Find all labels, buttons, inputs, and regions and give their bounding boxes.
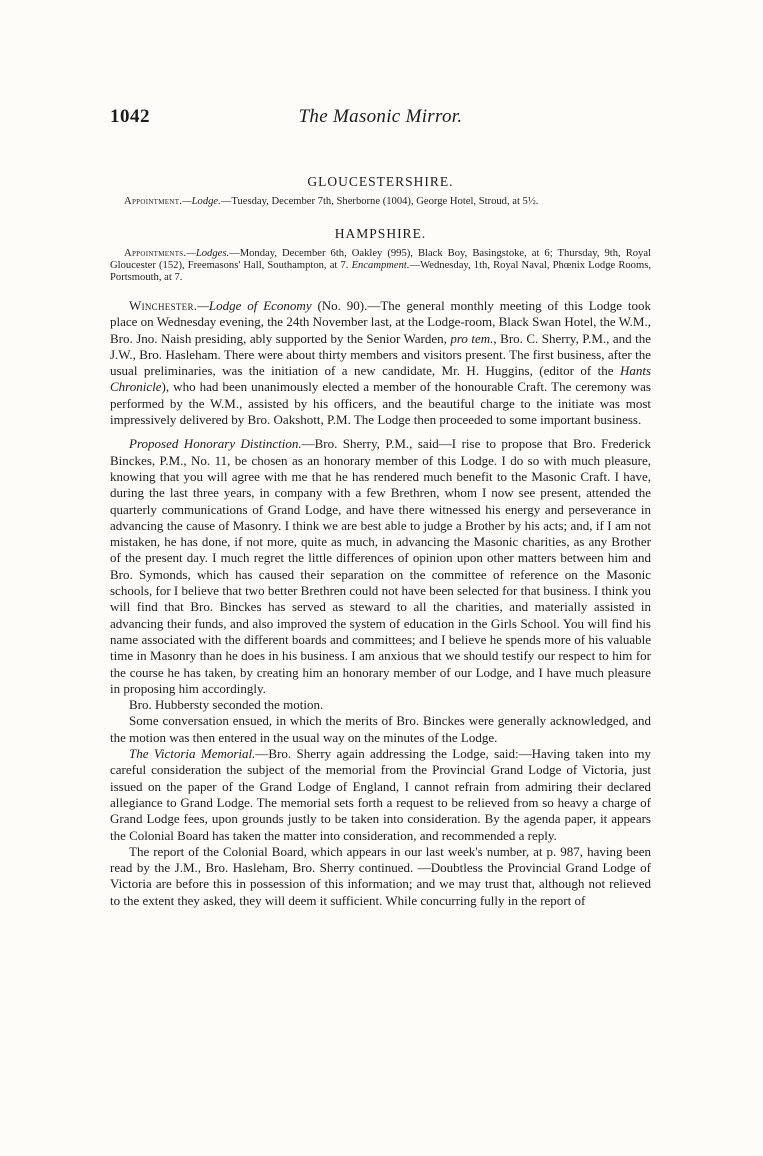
- gloucestershire-appointment: [110, 196, 651, 208]
- appointments-lodges-label: —Lodges.: [186, 248, 230, 259]
- hants-chronicle: Hants Chronicle: [110, 363, 651, 395]
- appointments-lead: Appointments.: [124, 248, 187, 259]
- paragraph-victoria-memorial: [110, 746, 651, 844]
- page-number: 1042: [110, 106, 150, 127]
- appointment-text: —Tuesday, December 7th, Sherborne (1004), George Hotel, Stroud, at 5½.: [220, 196, 539, 207]
- winchester-text-c: ), who had been unanimously elected a member of the honourable Craft. The ceremony was performed by the W.M., assisted by his officers, and the beautiful charge to the initiate was most impressively delivered by Bro. Oakshott, P.M. The Lodge then proceeded to some important business.: [110, 379, 651, 428]
- winchester-lead: Winchester.: [129, 298, 198, 313]
- appointment-lodge-label: —Lodge.: [182, 196, 221, 207]
- section-heading-hampshire: HAMPSHIRE.: [334, 226, 427, 241]
- paragraph-honorary-distinction: [110, 436, 651, 697]
- winchester-text-a: (No. 90).—The general monthly meeting of this Lodge took place on Wednesday evening, the 24th November last, at the Lodge-room, Black Swan Hotel, the W.M., Bro. Jno. Naish presiding, ably supported by the Senior Warden,: [110, 298, 651, 346]
- victoria-memorial-lead: The Victoria Memorial.: [129, 746, 256, 762]
- appointments-text: —Monday, December 6th, Oakley (995), Black Boy, Basingstoke, at 6; Thursday, 9th, Royal Gloucester (152), Freemasons' Hall, Southampton, at 7.: [110, 248, 651, 271]
- lodge-of-economy: —Lodge of Economy: [197, 298, 312, 313]
- victoria-memorial-text: —Bro. Sherry again addressing the Lodge, said:—Having taken into my careful consideration the subject of the memorial from the Provincial Grand Lodge of Victoria, just issued on the paper of the Grand Lodge of England, I cannot refrain from admiring their declared allegiance to Grand Lodge. The memorial sets forth a request to be relieved from so heavy a charge of Grand Lodge fees, upon grounds justly to be taken into consideration. By the agenda paper, it appears the Colonial Board has taken the matter into consideration, and recommended a reply.: [110, 746, 652, 843]
- page-body: [110, 174, 651, 909]
- section-heading-gloucestershire: GLOUCESTERSHIRE.: [307, 174, 454, 189]
- appointments-text-2: —Wednesday, 1th, Royal Naval, Phœnix Lodge Rooms, Portsmouth, at 7.: [110, 260, 651, 283]
- honorary-distinction-text: —Bro. Sherry, P.M., said—I rise to propose that Bro. Frederick Binckes, P.M., No. 11, be chosen as an honorary member of this Lodge. I do so with much pleasure, knowing that you will agree with me that he has rendered much benefit to the Masonic Craft. I have, during the last three years, in company with a few Brethren, whom I now see present, attended the quarterly communications of Grand Lodge, and have there witnessed his energy and perseverance in advancing the cause of Masonry. I think we are best able to judge a Brother by his acts; and, if I am not mistaken, he has done, if not more, quite as much, in advancing the Masonic charities, as any Brother of the present day. I much regret the little differences of opinion upon other matters between him and Bro. Symonds, which has caused their separation on the committee of reference on the Masonic schools, for I believe that two better Brethren could not have been selected for that business. I think you will find that Bro. Binckes has served as steward to all the charities, and materially assisted in advancing their funds, and also improved the system of education in the Girls School. You will find his name associated with the different boards and committees; and I believe he spends more of his valuable time in Masonry than he does in his business. I am anxious that we should testify our respect to him for the course he has taken, by creating him an honorary member of our Lodge, and I have much pleasure in proposing him accordingly.: [110, 436, 651, 696]
- running-title: The Masonic Mirror.: [298, 106, 463, 127]
- paragraph-seconded: Bro. Hubbersty seconded the motion.: [129, 697, 324, 713]
- honorary-distinction-lead: Proposed Honorary Distinction.: [129, 436, 302, 452]
- paragraph-conversation: Some conversation ensued, in which the merits of Bro. Binckes were generally acknowledged, and the motion was then entered in the usual way on the minutes of the Lodge.: [110, 713, 651, 745]
- paragraph-winchester: [110, 298, 651, 428]
- appointments-encampment-label: Encampment.: [351, 260, 410, 271]
- page-header: [110, 106, 651, 132]
- paragraph-colonial-board: The report of the Colonial Board, which appears in our last week's number, at p. 987, having been read by the J.M., Bro. Hasleham, Bro. Sherry continued. —Doubtless the Provincial Grand Lodge of Victoria are before this in possession of this information; and we may trust that, although not relieved to the extent they asked, they will deem it sufficient. While concurring fully in the report of: [110, 843, 651, 908]
- hampshire-appointments: [110, 248, 651, 284]
- appointment-lead: Appointment.: [124, 196, 183, 207]
- winchester-text-b: , Bro. C. Sherry, P.M., and the J.W., Bro. Hasleham. There were about thirty members and visitors present. The first business, after the usual preliminaries, was the initiation of a new candidate, Mr. H. Huggins, (editor of the: [110, 330, 651, 379]
- pro-tem: pro tem.: [450, 330, 494, 346]
